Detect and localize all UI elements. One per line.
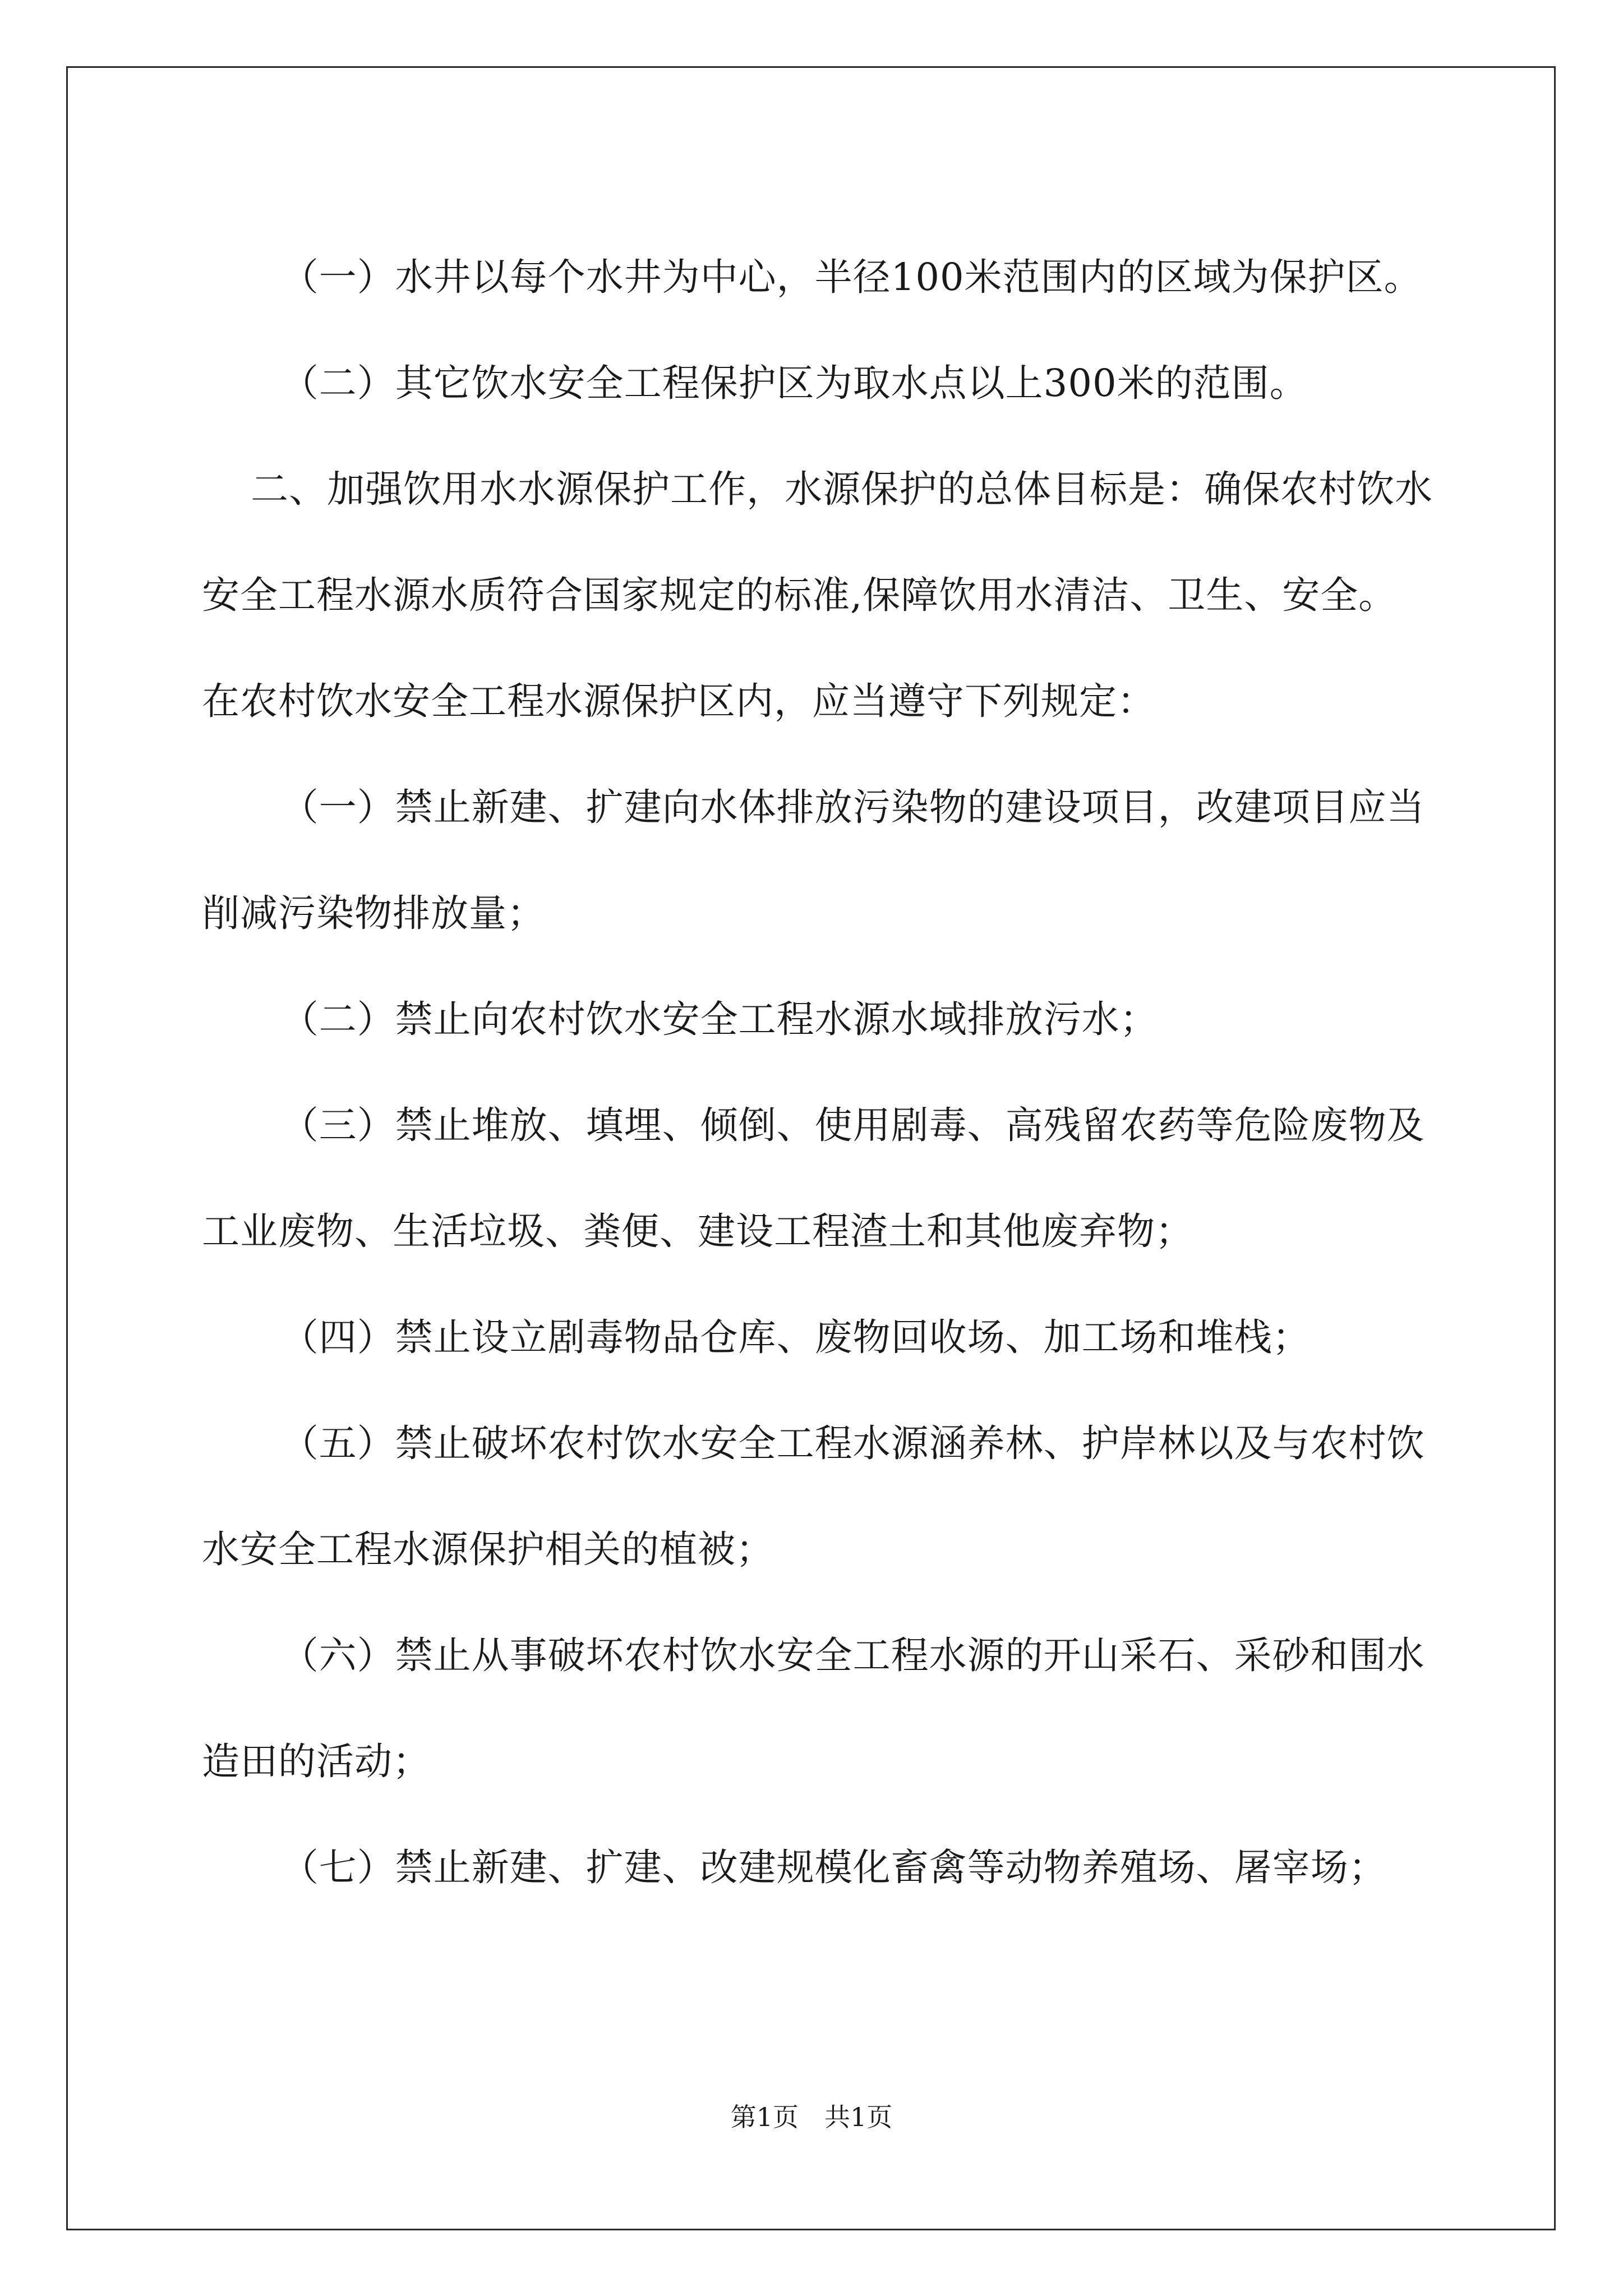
document-body (202, 224, 1436, 1921)
paragraph: （一）水井以每个水井为中心，半径100米范围内的区域为保护区。 (280, 255, 1422, 299)
page-number: 第1页 (730, 2102, 799, 2132)
paragraph: （一）禁止新建、扩建向水体排放污染物的建设项目，改建项目应当削减污染物排放量； (202, 785, 1425, 935)
paragraph: （二）其它饮水安全工程保护区为取水点以上300米的范围。 (280, 361, 1308, 405)
paragraph: （四）禁止设立剧毒物品仓库、废物回收场、加工场和堆栈； (280, 1315, 1311, 1359)
paragraph: 二、加强饮用水水源保护工作，水源保护的总体目标是：确保农村饮水安全工程水源水质符合国家规定的标准,保障饮用水清洁、卫生、安全。 在农村饮水安全工程水源保护区内，应当遵守下列规定： (202, 467, 1433, 723)
paragraph: （六）禁止从事破坏农村饮水安全工程水源的开山采石、采砂和围水造田的活动； (202, 1634, 1425, 1783)
paragraph: （三）禁止堆放、填埋、倾倒、使用剧毒、高残留农药等危险废物及工业废物、生活垃圾、粪便、建设工程渣土和其他废弃物； (202, 1103, 1425, 1253)
page-total: 共1页 (824, 2102, 893, 2132)
page-footer (0, 2097, 1623, 2134)
paragraph: （二）禁止向农村饮水安全工程水源水域排放污水； (280, 997, 1158, 1041)
paragraph: （五）禁止破坏农村饮水安全工程水源涵养林、护岸林以及与农村饮水安全工程水源保护相关的植被； (202, 1421, 1425, 1571)
paragraph: （七）禁止新建、扩建、改建规模化畜禽等动物养殖场、屠宰场； (280, 1846, 1387, 1889)
